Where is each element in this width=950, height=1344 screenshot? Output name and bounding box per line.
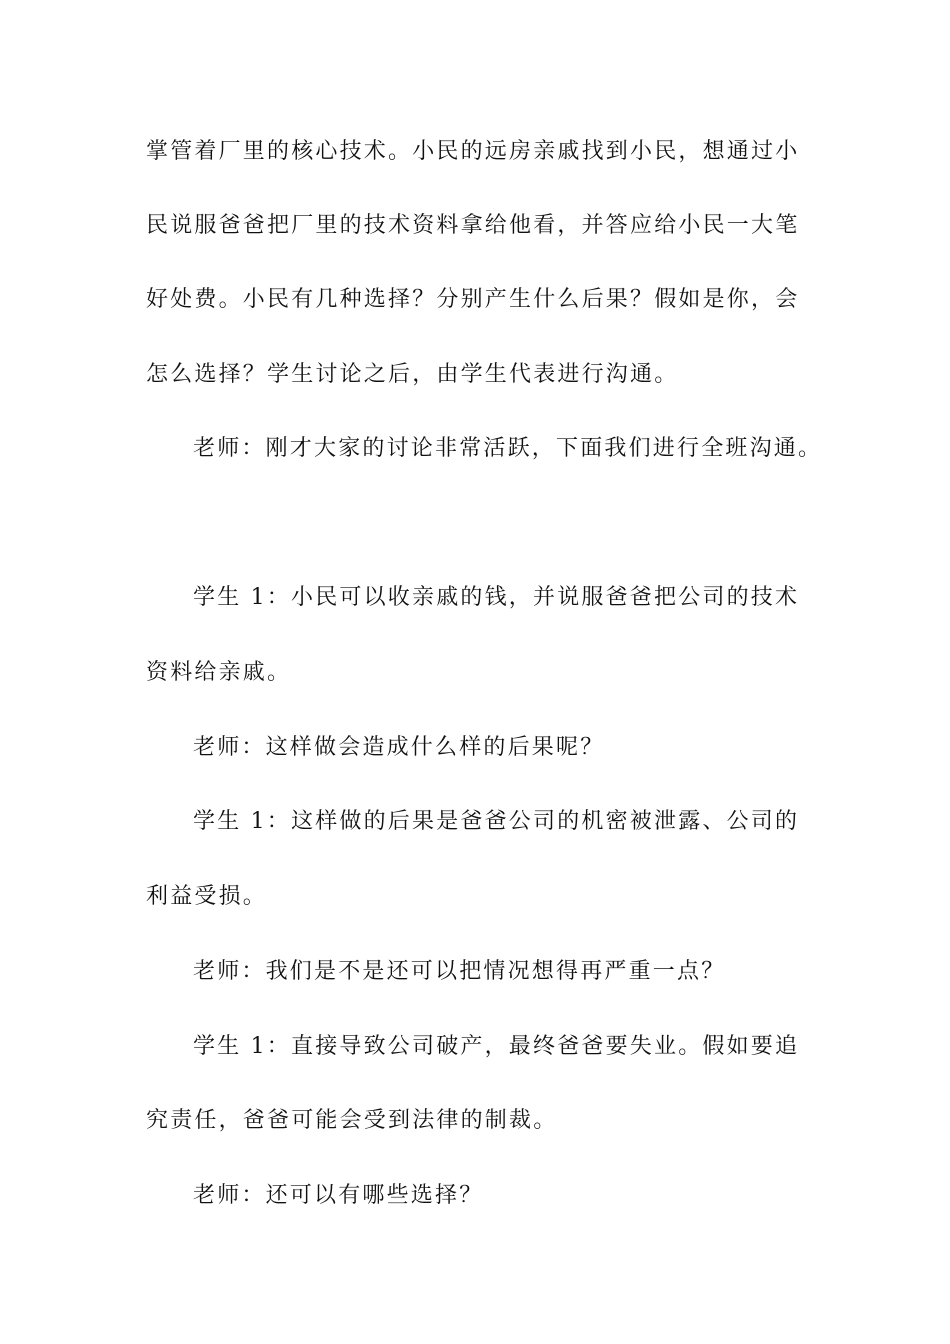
text-line: 利益受损。 <box>146 884 268 909</box>
text-line: 老师：刚才大家的讨论非常活跃，下面我们进行全班沟通。 <box>193 436 823 461</box>
text-line: 老师：这样做会造成什么样的后果呢？ <box>193 735 605 760</box>
text-line: 学生 1：小民可以收亲戚的钱，并说服爸爸把公司的技术 <box>193 585 800 610</box>
text-line: 掌管着厂里的核心技术。小民的远房亲戚找到小民，想通过小 <box>146 139 800 164</box>
text-line: 民说服爸爸把厂里的技术资料拿给他看，并答应给小民一大笔 <box>146 213 800 238</box>
text-line: 资料给亲戚。 <box>146 660 292 685</box>
text-line: 好处费。小民有几种选择？分别产生什么后果？假如是你，会 <box>146 287 800 312</box>
text-line: 学生 1：直接导致公司破产，最终爸爸要失业。假如要追 <box>193 1034 800 1059</box>
text-line: 老师：我们是不是还可以把情况想得再严重一点？ <box>193 959 726 984</box>
text-line: 老师：还可以有哪些选择？ <box>193 1183 484 1208</box>
text-line: 究责任，爸爸可能会受到法律的制裁。 <box>146 1108 558 1133</box>
text-line: 怎么选择？学生讨论之后，由学生代表进行沟通。 <box>146 362 679 387</box>
text-line: 学生 1：这样做的后果是爸爸公司的机密被泄露、公司的 <box>193 809 800 834</box>
